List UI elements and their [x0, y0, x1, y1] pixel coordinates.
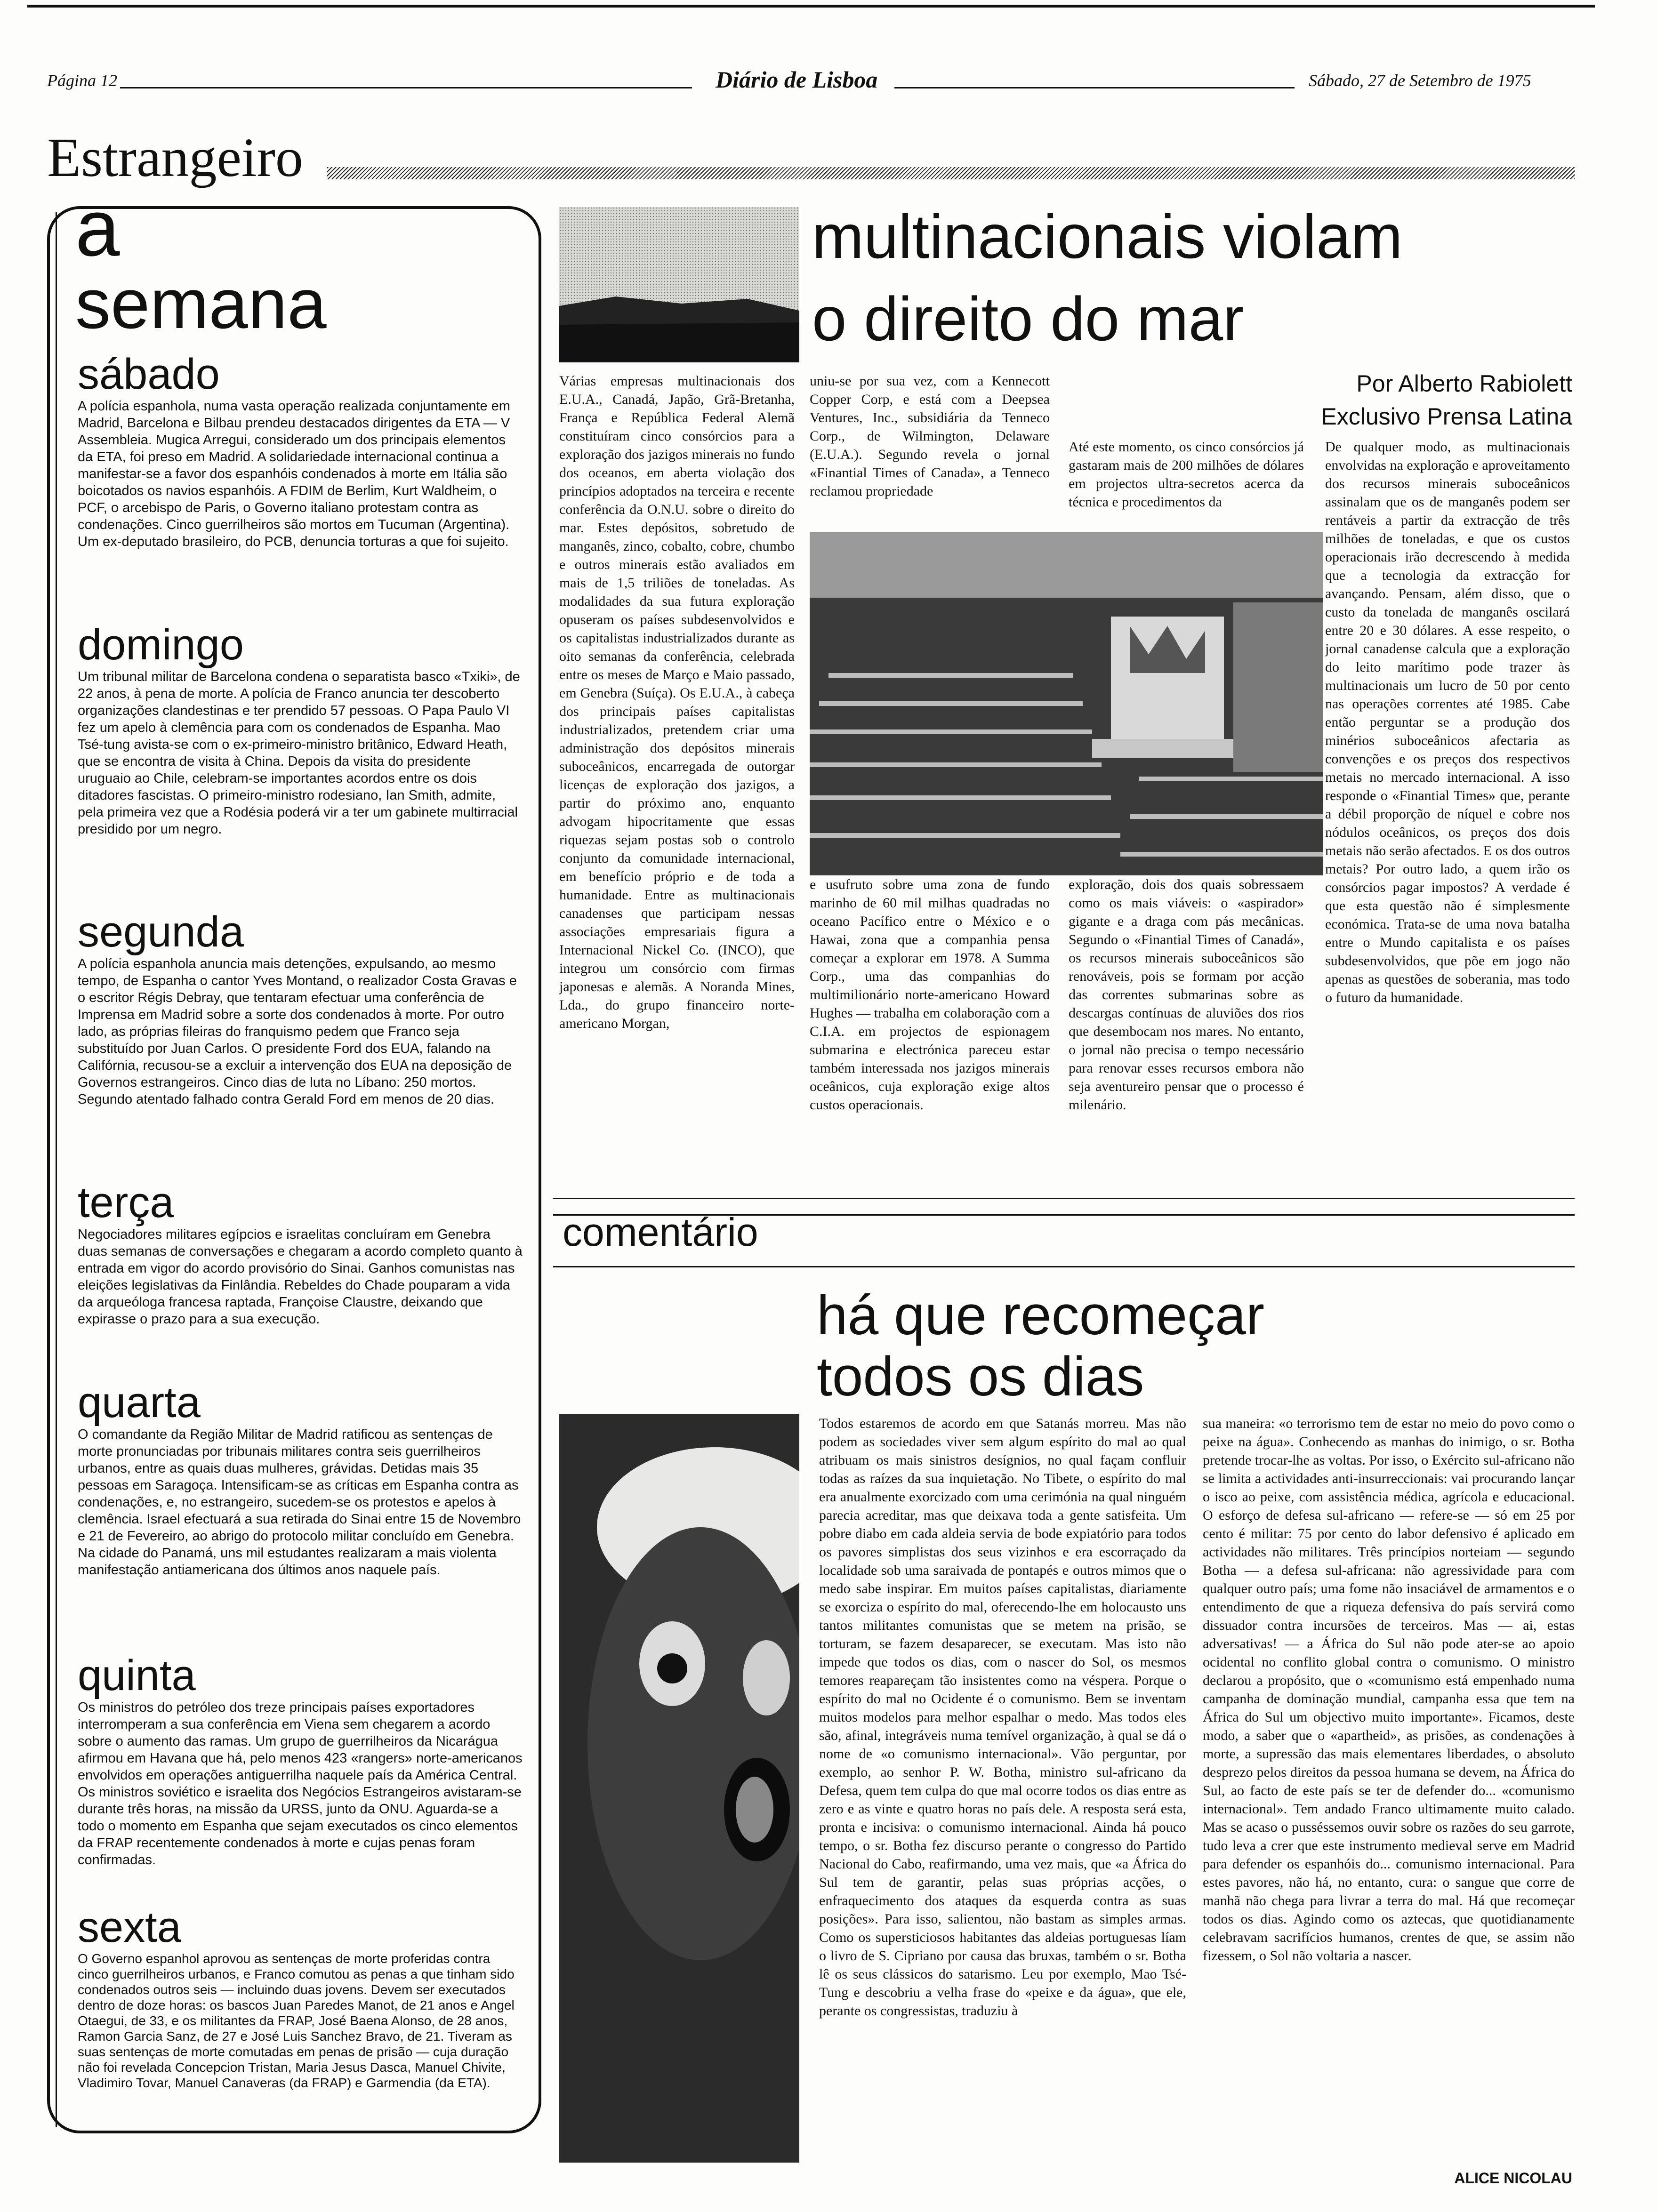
comment-kicker: comentário	[563, 1210, 758, 1254]
article1-col4: De qualquer modo, as multinacionais envolvidas na exploração e aproveitamento dos recursos minerais suboceânicos assinalam que os de manganês podem ser rentáveis a partir da extracção de três milhões de toneladas, e que os custos operacionais irão decrescendo à medida que a tecnologia da extracção for avançando. Pensam, além disso, que o custo da tonelada de manganês oscilará entre 20 e 30 dólares. A esse respeito, o jornal canadense calcula que a exploração do leito marítimo pode trazer às multinacionais um lucro de 50 por cento nas operações correntes até 1985. Cabe então perguntar se a produção dos minérios suboceânicos afectaria as convenções e os preços dos respectivos metais no mercado internacional. A isso responde o «Finantial Times» que, perante a débil proporção de níquel e cobre nos nódulos oceânicos, os preços dos dois metais não serão afectados. E os dos outros metais? Por outro lado, a quem irão os consórcios pagar impostos? A verdade é que esta questão não é simplesmente económica. Trata-se de uma nova batalha entre o Mundo capitalista e os países subdesenvolvidos, que põe em jogo não apenas as questões de soberania, mas todo o futuro da humanidade.	[1325, 439, 1570, 1005]
article2-signature: ALICE NICOLAU	[1454, 2170, 1572, 2187]
article1-col3-bottom: exploração, dois dos quais sobressaem como os mais viáveis: o «aspirador» gigante e a draga com pás mecânicas. Segundo o «Finantial Times of Canadá», os recursos minerais suboceânicos são renováveis, pois se formam por acção das correntes submarinas sobre as descargas contínuas de aluviões dos rios que desembocam nos mares. No entanto, o jornal não precisa o tempo necessário para renovar esses recursos embora não seja aventureiro pensar que o processo é milenário.	[1069, 877, 1304, 1113]
article1-col3-top: Até este momento, os cinco consórcios já gastaram mais de 200 milhões de dólares em projectos ultra-secretos acerca da técnica e procedimentos da	[1069, 439, 1304, 510]
issue-date: Sábado, 27 de Setembro de 1975	[1309, 71, 1531, 90]
portrait-photo-image	[559, 1414, 799, 2163]
article2-headline-1: há que recomeçar	[817, 1284, 1265, 1346]
day-heading: quinta	[78, 1651, 196, 1699]
article2-col1: Todos estaremos de acordo em que Satanás morreu. Mas não podem as sociedades viver sem algum espírito do mal ao qual atribuam os mais sinistros desígnios, no qual façam confluir todas as raízes da sua inquietação. No Tibete, o espírito do mal era anualmente exorcizado com uma cerimónia na qual ninguém parecia acreditar, mas que deixava toda a gente satisfeita. Um pobre diabo em cada aldeia servia de bode expiatório para todos os pavores simplistas dos seus vizinhos e era escorraçado da localidade sob uma saraivada de pontapés e outros mimos que o medo sabe inspirar. Em muitos países capitalistas, diariamente se exorciza o espírito do mal, oferecendo-lhe em holocausto uns tantos militantes comunistas que se metem na prisão, se torturam, se fazem desaparecer, se executam. Mas isto não impede que todos os dias, com o nascer do Sol, os mesmos temores reapareçam tão insistentes como na véspera. Porque o espírito do mal no Ocidente é o comunismo. Bem se inventam muitos modelos para melhor espalhar o medo. Mas todos eles são, afinal, integráveis numa temível organização, à qual se dá o nome de «o comunismo internacional». Vão perguntar, por exemplo, ao senhor P. W. Botha, ministro sul-africano da Defesa, quem tem culpa do que mal ocorre todos os dias entre as zero e as vinte e quatro horas no país dele. A resposta será esta, pronta e incisiva: o comunismo internacional. Ainda há pouco tempo, o sr. Botha fez discurso perante o congresso do Partido Nacional do Cabo, reafirmando, uma vez mais, que «a África do Sul tem de garantir, pelas suas próprias acções, o enfraquecimento dos ataques da esquerda contra as suas posições». Para isso, salientou, não bastam as simples armas. Como os supersticiosos habitantes das aldeias portuguesas líam o livro de S. Cipriano por causa das bruxas, também o sr. Botha lê os seus clássicos do satarismo. Leu por exemplo, Mao Tsé-Tung e descobriu a velha frase do «peixe e da água», que ele, perante os congressistas, traduziu à	[819, 1416, 1186, 2019]
week-day-quarta	[78, 1379, 523, 1643]
conference-photo	[810, 532, 1323, 875]
article1-byline-agency: Exclusivo Prensa Latina	[1321, 403, 1572, 430]
comment-rule-bottom	[553, 1266, 1575, 1267]
day-heading: segunda	[78, 908, 244, 956]
week-title-semana: semana	[75, 264, 327, 343]
day-heading: sexta	[78, 1903, 181, 1951]
article1-col1: Várias empresas multinacionais dos E.U.A., Canadá, Japão, Grã-Bretanha, França e República Federal Alemã constituíram cinco consórcios para a exploração dos jazigos minerais no fundo dos oceanos, em aberta violação dos princípios adoptados na terceira e recente conferência da O.N.U. sobre o direito do mar. Estes depósitos, sobretudo de manganês, zinco, cobalto, cobre, chumbo e outros minerais estão avaliados em mais de 1,5 triliões de toneladas. As modalidades da sua futura exploração opuseram os países subdesenvolvidos e os capitalistas industrializados durante as oito semanas da conferência, celebrada entre os meses de Março e Maio passado, em Genebra (Suíça). Os E.U.A., à cabeça dos principais países capitalistas industrializados, pretendem criar uma administração dos depósitos minerais suboceânicos, encarregada de outorgar licenças de exploração dos jazigos, a partir do próximo ano, enquanto advogam hipocritamente que essas riquezas sejam postas sob o controlo conjunto da comunidade internacional, em benefício próprio e de toda a humanidade. Entre as multinacionais canadenses que participam nessas associações empresariais figura a Internacional Nickel Co. (INCO), que integrou um consórcio com firmas japonesas e alemãs. A Noranda Mines, Lda., do grupo financeiro norte-americano Morgan,	[559, 373, 795, 1031]
day-heading: sábado	[78, 350, 220, 398]
day-heading: quarta	[78, 1378, 201, 1427]
week-day-domingo	[78, 621, 523, 894]
article2-col2: sua maneira: «o terrorismo tem de estar no meio do povo como o peixe na água». Conhecendo as manhas do inimigo, o sr. Botha pretende trocar-lhe as voltas. Por isso, o Exército sul-africano não se limita a actividades anti-insurreccionais: vai procurando lançar o isco ao peixe, com assistência médica, agrícola e educacional. O esforço de defesa sul-africano — refere-se — só em 25 por cento é militar: 75 por cento do labor defensivo é aplicado em actividades não militares. Três princípios norteiam — segundo Botha — a defesa sul-africana: não agressividade para com qualquer outro país; uma fome não insaciável de armamentos e o entendimento de que a riqueza defensiva do país servirá como dissuador contra incursões de terceiros. Mas — ai, estas adversativas! — a África do Sul não pode ater-se ao apoio ocidental no conflito global contra o comunismo. O ministro declarou a propósito, que o «comunismo está empenhado numa campanha de dominação mundial, campanha essa que tem na África do Sul um objectivo muito importante». Ficamos, deste modo, a saber que o «apartheid», as prisões, as condenações à morte, a supressão das mais elementares liberdades, o absoluto desprezo pelos direitos da pessoa humana se devem, na África do Sul, ao facto de este país se ter de defender do... «comunismo internacional». Tem andado Franco ultimamente muito calado. Mas se acaso o pusséssemos ouvir sobre os razões do seu garrote, tudo leva a crer que este instrumento medieval serve em Madrid para defender os espanhóis do... comunismo internacional. Para estes pavores, não há, no entanto, cura: o sangue que corre de manhã não chega para livrar a terra do mal. Há que recomeçar todos os dias. Agindo como os aztecas, que quotidianamente celebravam sacrifícios humanos, crentes de que, se assim não fizessem, o Sol não voltaria a nascer.	[1203, 1416, 1575, 1964]
day-text: O Governo espanhol aprovou as sentenças de morte proferidas contra cinco guerrilheiros urbanos, e Franco comutou as penas a que tinham sido condenados outros seis — incluindo duas jovens. Devem ser executados dentro de doze horas: os bascos Juan Paredes Manot, de 21 anos e Angel Otaegui, de 33, e os militantes da FRAP, José Baena Alonso, de 28 anos, Ramon Garcia Sanz, de 27 e José Luis Sanchez Bravo, de 21. Tiveram as suas sentenças de morte comutadas em penas de prisão — cuja duração não foi revelada Concepcion Tristan, Maria Jesus Dasca, Manuel Chivite, Vladimiro Tovar, Manuel Canaveras (da FRAP) e Garmendia (da ETA).	[78, 1951, 515, 2090]
day-text: Negociadores militares egípcios e israelitas concluíram em Genebra duas semanas de conversações e chegaram a acordo completo quanto à entrada em vigor do acordo provisório do Sinai. Ganhos comunistas nas eleições legislativas da Finlândia. Rebeldes do Chade pouparam a vida da arqueóloga francesa raptada, Françoise Claustre, deixando que expirasse o prazo para a sua execução.	[78, 1227, 523, 1327]
portrait-photo	[559, 1414, 799, 2163]
masthead-rule-right	[894, 87, 1295, 88]
ocean-photo-image	[559, 207, 799, 362]
article1-headline-1: multinacionais violam	[812, 202, 1403, 271]
conference-photo-image	[810, 532, 1323, 875]
day-text: A polícia espanhola anuncia mais detenções, expulsando, ao mesmo tempo, de Espanha o cantor Yves Montand, o realizador Costa Gravas e o escritor Régis Debray, que tentaram efectuar uma conferência de Imprensa em Madrid sobre a sorte dos condenados à morte. Por outro lado, as próprias fileiras do franquismo pedem que Franco seja substituído por Juan Carlos. O presidente Ford dos EUA, falando na Califórnia, recusou-se a excluir a intervenção dos EUA na deposição de Governos estrangeiros. Cinco dias de luta no Líbano: 250 mortos. Segundo atentado falhado contra Gerald Ford em menos de 20 dias.	[78, 956, 517, 1107]
page-number: Página 12	[47, 71, 117, 90]
article2-headline-2: todos os dias	[817, 1346, 1144, 1408]
section-hatch-bar	[327, 167, 1575, 179]
article1-col2-bottom: e usufruto sobre uma zona de fundo marinho de 60 mil milhas quadradas no oceano Pacífico entre o México e o Hawai, zona que a companhia pensa começar a explorar em 1978. A Summa Corp., uma das companhias do multimilionário norte-americano Howard Hughes — trabalha em colaboração com a C.I.A. em projectos de espionagem submarina e electrónica pareceu estar também interessada nos jazigos minerais oceânicos, cuja exploração exige altos custos operacionais.	[810, 877, 1050, 1113]
section-title: Estrangeiro	[47, 127, 303, 188]
article1-col2-top: uniu-se por sua vez, com a Kennecott Copper Corp, e está com a Deepsea Ventures, Inc., subsidiária da Tenneco Corp., de Wilmington, Delaware (E.U.A.). Segundo revela o jornal «Finantial Times of Canada», a Tenneco reclamou propriedade	[810, 373, 1050, 499]
week-title-a: a	[75, 184, 120, 273]
article-divider	[553, 1198, 1575, 1199]
day-text: O comandante da Região Militar de Madrid ratificou as sentenças de morte pronunciadas por tribunais militares contra seis guerrilheiros urbanos, entre as quais duas mulheres, grávidas. Detidas mais 35 pessoas em Saragoça. Intensificam-se as críticas em Espanha contra as condenações, e, no estrangeiro, sucedem-se os protestos e apelos à clemência. Israel efectuará a sua retirada do Sinai entre 15 de Novembro e 21 de Fevereiro, ao abrigo do protocolo militar concluído em Genebra. Na cidade do Panamá, uns mil estudantes realizaram a mais violenta manifestação antiamericana dos últimos anos naquele país.	[78, 1427, 521, 1578]
week-day-sabado	[78, 351, 523, 614]
article1-byline-author: Por Alberto Rabiolett	[1356, 370, 1572, 397]
top-border	[27, 5, 1595, 8]
newspaper-name: Diário de Lisboa	[716, 66, 878, 93]
week-day-sexta	[78, 1904, 523, 2130]
article1-headline-2: o direito do mar	[812, 284, 1244, 353]
masthead-rule-left	[120, 87, 692, 88]
day-text: Um tribunal militar de Barcelona condena o separatista basco «Txiki», de 22 anos, à pena de morte. A polícia de Franco anuncia ter descoberto organizações clandestinas e ter prendido 57 pessoas. O Papa Paulo VI fez um apelo à clemência para com os condenados de Espanha. Mao Tsé-tung avista-se com o ex-primeiro-ministro britânico, Edward Heath, que se encontra de visita à China. Depois da visita do presidente uruguaio ao Chile, celebram-se importantes acordos entre os dois ditadores fascistas. O primeiro-ministro rodesiano, Ian Smith, admite, pela primeira vez que a Rodésia poderá vir a ter um gabinete multirracial presidido por um negro.	[78, 669, 520, 837]
day-text: A polícia espanhola, numa vasta operação realizada conjuntamente em Madrid, Barcelona e Bilbau prendeu destacados dirigentes da ETA — V Assembleia. Mugica Arregui, considerado um dos principais elementos da ETA, foi preso em Madrid. A solidariedade internacional continua a manifestar-se a favor dos espanhóis condenados à morte em Itália são boicotados os navios espanhóis. A FDIM de Berlim, Kurt Waldheim, o PCF, o arcebispo de Paris, o Governo italiano protestam contra as condenações. Cinco guerrilheiros são mortos em Tucuman (Argentina). Um ex-deputado brasileiro, do PCB, denuncia torturas a que foi sujeito.	[78, 399, 510, 549]
week-day-quinta	[78, 1652, 523, 1915]
day-heading: terça	[78, 1178, 174, 1226]
ocean-photo	[559, 207, 799, 362]
week-day-segunda	[78, 908, 523, 1191]
day-heading: domingo	[78, 621, 244, 669]
week-day-terca	[78, 1179, 523, 1377]
day-text: Os ministros do petróleo dos treze principais países exportadores interromperam a sua conferência em Viena sem chegarem a acordo sobre o aumento das ramas. Um grupo de guerrilheiros da Nicarágua afirmou em Havana que há, pelo menos 423 «rangers» norte-americanos envolvidos em operações antiguerrilha naquele país da América Central. Os ministros soviético e israelita dos Negócios Estrangeiros avistaram-se durante três horas, na missão da URSS, junto da ONU. Aguarda-se a todo o momento em Espanha que sejam executados os cinco elementos da FRAP recentemente condenados à morte e cujas penas foram confirmadas.	[78, 1700, 523, 1867]
